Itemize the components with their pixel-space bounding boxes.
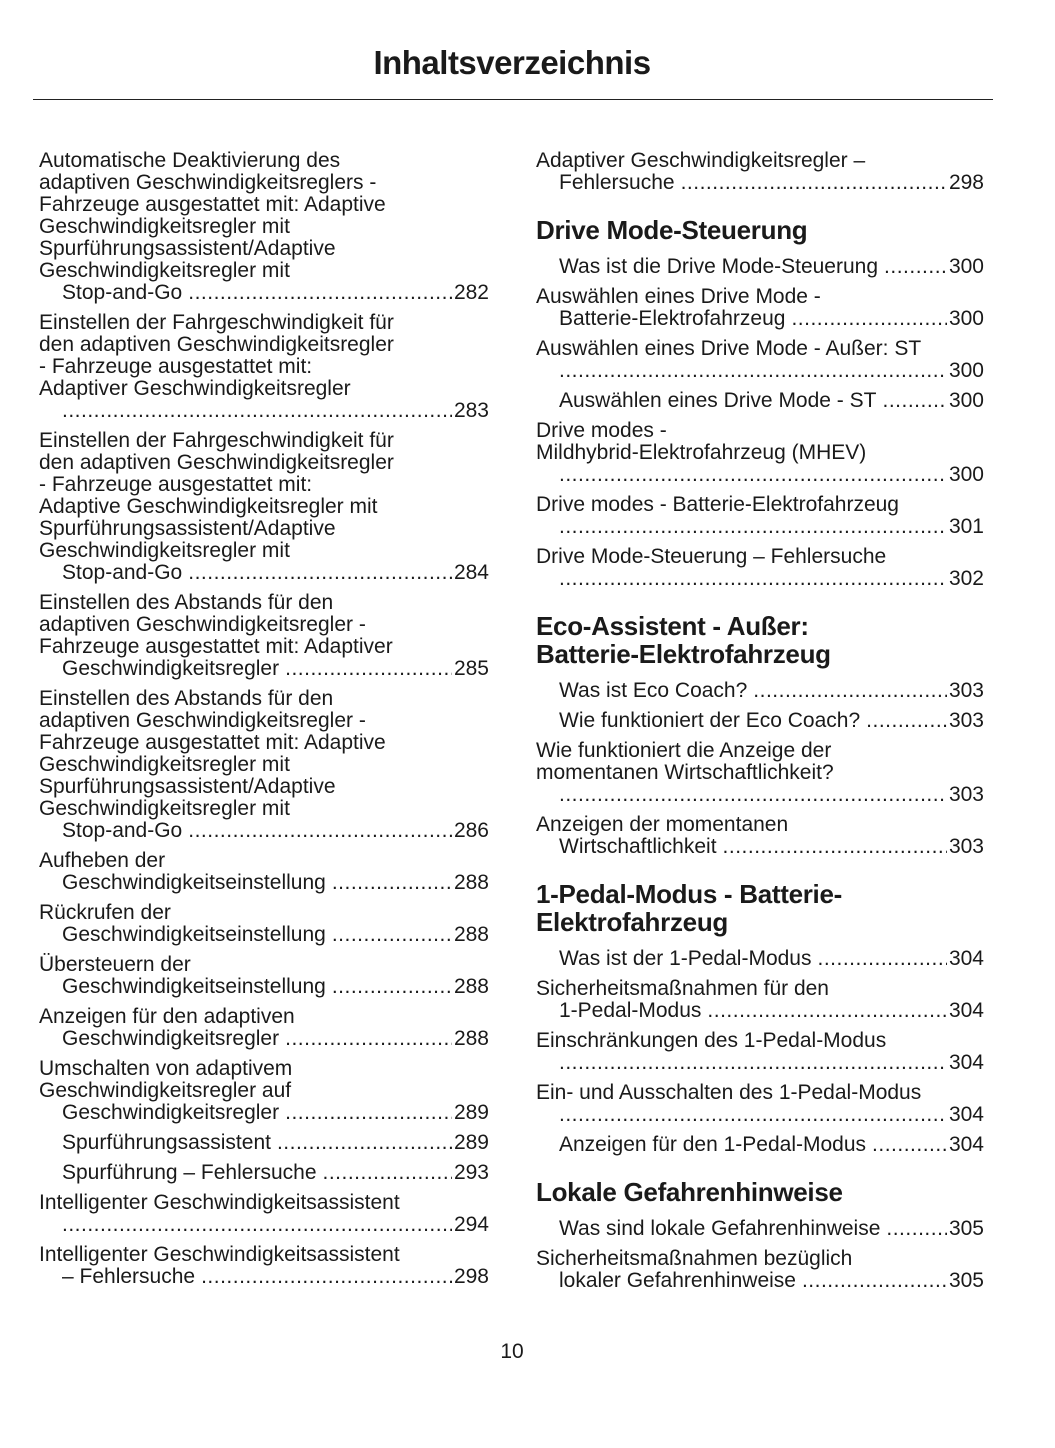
dot-leader bbox=[723, 836, 947, 858]
toc-entry-text: Einstellen der Fahrgeschwindigkeit für bbox=[39, 429, 394, 452]
toc-entry-text: den adaptiven Geschwindigkeitsregler bbox=[39, 451, 394, 474]
section-heading-line: Elektrofahrzeug bbox=[536, 907, 728, 937]
toc-entry-text: Übersteuern der bbox=[39, 953, 191, 976]
toc-entry-last-line bbox=[559, 1218, 984, 1240]
dot-leader bbox=[707, 1000, 947, 1022]
toc-entry-text: Umschalten von adaptivem bbox=[39, 1057, 293, 1080]
dot-leader bbox=[188, 820, 452, 842]
toc-entry-page-line bbox=[559, 1052, 984, 1074]
toc-entry[interactable] bbox=[39, 1162, 489, 1184]
toc-entry-text: Auswählen eines Drive Mode - Außer: ST bbox=[536, 337, 922, 360]
toc-entry-text: momentanen Wirtschaftlichkeit? bbox=[536, 761, 834, 784]
toc-page-number: 289 bbox=[453, 1131, 489, 1154]
toc-entry[interactable] bbox=[536, 1030, 984, 1074]
toc-entry[interactable] bbox=[39, 954, 489, 998]
toc-page-number: 294 bbox=[453, 1213, 489, 1236]
dot-leader bbox=[681, 172, 947, 194]
dot-leader bbox=[817, 948, 946, 970]
toc-left-column bbox=[39, 150, 489, 1296]
toc-entry-text: Wie funktioniert die Anzeige der bbox=[536, 739, 832, 762]
toc-entry-last-line bbox=[62, 1028, 489, 1050]
toc-entry-text: Einschränkungen des 1-Pedal-Modus bbox=[536, 1029, 887, 1052]
dot-leader bbox=[559, 464, 947, 486]
dot-leader bbox=[201, 1266, 452, 1288]
toc-page-number: 300 bbox=[948, 255, 984, 278]
toc-entry[interactable] bbox=[39, 1058, 489, 1124]
toc-entry-text: Sicherheitsmaßnahmen für den bbox=[536, 977, 829, 1000]
toc-page-number: 302 bbox=[948, 567, 984, 590]
section-heading-line: Drive Mode-Steuerung bbox=[536, 215, 808, 245]
toc-page-number: 303 bbox=[948, 679, 984, 702]
toc-entry[interactable] bbox=[39, 150, 489, 304]
toc-entry[interactable] bbox=[536, 494, 984, 538]
toc-entry[interactable] bbox=[536, 338, 984, 382]
toc-entry-text: Fehlersuche bbox=[559, 171, 675, 194]
toc-entry-text: Spurführungsassistent/Adaptive bbox=[39, 237, 336, 260]
toc-entry-text: Adaptiver Geschwindigkeitsregler bbox=[39, 377, 351, 400]
dot-leader bbox=[277, 1132, 452, 1154]
toc-page-number: 300 bbox=[948, 307, 984, 330]
toc-page-number: 288 bbox=[453, 1027, 489, 1050]
toc-entry[interactable] bbox=[536, 948, 984, 970]
toc-entry[interactable] bbox=[39, 592, 489, 680]
toc-entry-text: Einstellen des Abstands für den bbox=[39, 687, 334, 710]
toc-entry-page-line bbox=[559, 464, 984, 486]
toc-entry-last-line bbox=[559, 308, 984, 330]
dot-leader bbox=[559, 516, 947, 538]
toc-entry-text: lokaler Gefahrenhinweise bbox=[559, 1269, 796, 1292]
section-heading-line: Lokale Gefahrenhinweise bbox=[536, 1177, 843, 1207]
toc-entry-last-line bbox=[62, 658, 489, 680]
toc-entry-text: Geschwindigkeitsregler mit bbox=[39, 259, 290, 282]
toc-entry-text: Wirtschaftlichkeit bbox=[559, 835, 717, 858]
toc-page-number: 304 bbox=[948, 1051, 984, 1074]
toc-entry-page-line bbox=[559, 1104, 984, 1126]
toc-entry-text: Mildhybrid-Elektrofahrzeug (MHEV) bbox=[536, 441, 867, 464]
dot-leader bbox=[753, 680, 947, 702]
toc-entry-last-line bbox=[62, 1162, 489, 1184]
toc-page-number: 301 bbox=[948, 515, 984, 538]
toc-entry[interactable] bbox=[536, 1082, 984, 1126]
section-heading bbox=[536, 1178, 984, 1206]
toc-page-number: 283 bbox=[453, 399, 489, 422]
toc-page-number: 282 bbox=[453, 281, 489, 304]
toc-page-number: 298 bbox=[948, 171, 984, 194]
toc-entry-last-line bbox=[559, 390, 984, 412]
toc-entry-text: – Fehlersuche bbox=[62, 1265, 196, 1288]
toc-entry-text: Was ist Eco Coach? bbox=[559, 679, 748, 702]
toc-entry-text: Spurführung – Fehlersuche bbox=[62, 1161, 317, 1184]
toc-entry-last-line bbox=[559, 948, 984, 970]
dot-leader bbox=[285, 658, 452, 680]
toc-entry-text: Auswählen eines Drive Mode - bbox=[536, 285, 821, 308]
toc-entry-last-line bbox=[62, 282, 489, 304]
toc-entry-text: Auswählen eines Drive Mode - ST bbox=[559, 389, 877, 412]
toc-page-number: 289 bbox=[453, 1101, 489, 1124]
toc-page-number: 288 bbox=[453, 871, 489, 894]
toc-page-number: 293 bbox=[453, 1161, 489, 1184]
toc-page-number: 303 bbox=[948, 783, 984, 806]
toc-page-number: 300 bbox=[948, 463, 984, 486]
toc-entry-page-line bbox=[559, 784, 984, 806]
toc-entry-text: Drive modes - bbox=[536, 419, 667, 442]
toc-page-number: 298 bbox=[453, 1265, 489, 1288]
toc-entry-text: Geschwindigkeitsregler mit bbox=[39, 539, 290, 562]
toc-page-number: 284 bbox=[453, 561, 489, 584]
toc-entry[interactable] bbox=[39, 1244, 489, 1288]
dot-leader bbox=[559, 1052, 947, 1074]
toc-entry-text: Geschwindigkeitseinstellung bbox=[62, 923, 326, 946]
toc-entry-text: Spurführungsassistent/Adaptive bbox=[39, 517, 336, 540]
toc-entry-text: den adaptiven Geschwindigkeitsregler bbox=[39, 333, 394, 356]
section-heading bbox=[536, 880, 984, 936]
toc-entry-text: Geschwindigkeitsregler bbox=[62, 657, 280, 680]
toc-entry[interactable] bbox=[39, 1192, 489, 1236]
toc-entry-text: Geschwindigkeitseinstellung bbox=[62, 871, 326, 894]
dot-leader bbox=[882, 390, 946, 412]
toc-entry-text: Geschwindigkeitsregler bbox=[62, 1101, 280, 1124]
toc-entry-text: Einstellen des Abstands für den bbox=[39, 591, 334, 614]
toc-entry-last-line bbox=[559, 172, 984, 194]
dot-leader bbox=[332, 976, 452, 998]
toc-entry[interactable] bbox=[536, 1248, 984, 1292]
toc-entry[interactable] bbox=[39, 312, 489, 422]
toc-entry-text: Geschwindigkeitsregler mit bbox=[39, 753, 290, 776]
toc-entry-text: adaptiven Geschwindigkeitsregler - bbox=[39, 709, 366, 732]
toc-entry-text: Was ist die Drive Mode-Steuerung bbox=[559, 255, 879, 278]
toc-entry-last-line bbox=[62, 872, 489, 894]
dot-leader bbox=[188, 282, 452, 304]
section-heading bbox=[536, 612, 984, 668]
toc-entry-text: Batterie-Elektrofahrzeug bbox=[559, 307, 786, 330]
dot-leader bbox=[559, 360, 947, 382]
toc-entry-last-line bbox=[62, 1266, 489, 1288]
toc-entry-text: adaptiven Geschwindigkeitsregler - bbox=[39, 613, 366, 636]
toc-entry-text: Stop-and-Go bbox=[62, 819, 183, 842]
dot-leader bbox=[559, 1104, 947, 1126]
toc-entry-last-line bbox=[559, 1134, 984, 1156]
toc-entry-page-line bbox=[559, 360, 984, 382]
toc-entry-text: Geschwindigkeitsregler mit bbox=[39, 797, 290, 820]
toc-entry[interactable] bbox=[39, 902, 489, 946]
toc-entry-text: Fahrzeuge ausgestattet mit: Adaptive bbox=[39, 193, 386, 216]
toc-page-number: 285 bbox=[453, 657, 489, 680]
toc-entry[interactable] bbox=[39, 850, 489, 894]
dot-leader bbox=[62, 400, 452, 422]
section-heading bbox=[536, 216, 984, 244]
toc-entry[interactable] bbox=[536, 286, 984, 330]
toc-entry[interactable] bbox=[536, 978, 984, 1022]
toc-entry[interactable] bbox=[536, 420, 984, 486]
dot-leader bbox=[285, 1102, 452, 1124]
dot-leader bbox=[872, 1134, 947, 1156]
dot-leader bbox=[332, 924, 452, 946]
toc-entry-text: Ein- und Ausschalten des 1-Pedal-Modus bbox=[536, 1081, 922, 1104]
toc-entry-last-line bbox=[559, 836, 984, 858]
toc-page-number: 304 bbox=[948, 1133, 984, 1156]
toc-entry-text: Fahrzeuge ausgestattet mit: Adaptiver bbox=[39, 635, 393, 658]
toc-entry-last-line bbox=[559, 1270, 984, 1292]
toc-entry-text: Anzeigen für den adaptiven bbox=[39, 1005, 295, 1028]
toc-entry-text: Drive Mode-Steuerung – Fehlersuche bbox=[536, 545, 887, 568]
toc-entry[interactable] bbox=[39, 1132, 489, 1154]
toc-entry-text: Intelligenter Geschwindigkeitsassistent bbox=[39, 1191, 400, 1214]
toc-entry[interactable] bbox=[536, 256, 984, 278]
toc-entry-text: Geschwindigkeitsregler bbox=[62, 1027, 280, 1050]
section-heading-line: 1-Pedal-Modus - Batterie- bbox=[536, 879, 842, 909]
toc-entry-text: Was ist der 1-Pedal-Modus bbox=[559, 947, 812, 970]
toc-entry-text: Stop-and-Go bbox=[62, 281, 183, 304]
toc-entry-last-line bbox=[62, 562, 489, 584]
toc-page-number: 305 bbox=[948, 1217, 984, 1240]
toc-entry[interactable] bbox=[536, 814, 984, 858]
toc-entry[interactable] bbox=[536, 150, 984, 194]
toc-entry-page-line bbox=[62, 1214, 489, 1236]
dot-leader bbox=[62, 1214, 452, 1236]
toc-entry-last-line bbox=[62, 924, 489, 946]
toc-entry-last-line bbox=[62, 820, 489, 842]
toc-entry[interactable] bbox=[39, 1006, 489, 1050]
dot-leader bbox=[323, 1162, 452, 1184]
toc-entry-last-line bbox=[559, 710, 984, 732]
toc-entry-text: Was sind lokale Gefahrenhinweise bbox=[559, 1217, 881, 1240]
toc-entry-text: Geschwindigkeitsregler mit bbox=[39, 215, 290, 238]
toc-entry-text: Wie funktioniert der Eco Coach? bbox=[559, 709, 861, 732]
toc-entry-text: Stop-and-Go bbox=[62, 561, 183, 584]
toc-page-number: 300 bbox=[948, 389, 984, 412]
toc-entry-text: Automatische Deaktivierung des bbox=[39, 149, 341, 172]
toc-page-number: 303 bbox=[948, 709, 984, 732]
toc-entry[interactable] bbox=[536, 710, 984, 732]
toc-page-number: 304 bbox=[948, 947, 984, 970]
dot-leader bbox=[559, 784, 947, 806]
toc-entry-text: Spurführungsassistent/Adaptive bbox=[39, 775, 336, 798]
dot-leader bbox=[886, 1218, 947, 1240]
section-heading-line: Batterie-Elektrofahrzeug bbox=[536, 639, 831, 669]
toc-entry[interactable] bbox=[536, 680, 984, 702]
title-divider bbox=[33, 99, 993, 100]
toc-entry-page-line bbox=[62, 400, 489, 422]
page-title: Inhaltsverzeichnis bbox=[373, 44, 651, 81]
toc-page-number: 288 bbox=[453, 975, 489, 998]
toc-entry[interactable] bbox=[536, 1218, 984, 1240]
toc-entry-page-line bbox=[559, 516, 984, 538]
toc-entry-text: Adaptive Geschwindigkeitsregler mit bbox=[39, 495, 378, 518]
toc-entry-text: Anzeigen für den 1-Pedal-Modus bbox=[559, 1133, 867, 1156]
toc-entry-text: Adaptiver Geschwindigkeitsregler – bbox=[536, 149, 866, 172]
toc-entry[interactable] bbox=[536, 740, 984, 806]
toc-page-number: 303 bbox=[948, 835, 984, 858]
toc-entry-last-line bbox=[559, 1000, 984, 1022]
toc-entry-last-line bbox=[62, 976, 489, 998]
toc-entry-text: Drive modes - Batterie-Elektrofahrzeug bbox=[536, 493, 899, 516]
toc-entry-text: Fahrzeuge ausgestattet mit: Adaptive bbox=[39, 731, 386, 754]
dot-leader bbox=[884, 256, 947, 278]
dot-leader bbox=[791, 308, 947, 330]
toc-entry-text: Spurführungsassistent bbox=[62, 1131, 271, 1154]
dot-leader bbox=[866, 710, 947, 732]
toc-entry[interactable] bbox=[536, 1134, 984, 1156]
toc-page-number: 286 bbox=[453, 819, 489, 842]
toc-entry-text: Intelligenter Geschwindigkeitsassistent bbox=[39, 1243, 400, 1266]
toc-entry-text: 1-Pedal-Modus bbox=[559, 999, 702, 1022]
toc-entry-last-line bbox=[559, 680, 984, 702]
toc-entry-text: Rückrufen der bbox=[39, 901, 171, 924]
toc-entry[interactable] bbox=[536, 390, 984, 412]
toc-entry-text: adaptiven Geschwindigkeitsreglers - bbox=[39, 171, 377, 194]
toc-right-column bbox=[536, 150, 984, 1300]
toc-entry-text: Geschwindigkeitsregler auf bbox=[39, 1079, 292, 1102]
dot-leader bbox=[285, 1028, 452, 1050]
toc-entry-text: Anzeigen der momentanen bbox=[536, 813, 789, 836]
toc-entry-page-line bbox=[559, 568, 984, 590]
toc-entry-text: Sicherheitsmaßnahmen bezüglich bbox=[536, 1247, 853, 1270]
toc-entry-text: Geschwindigkeitseinstellung bbox=[62, 975, 326, 998]
toc-page-number: 304 bbox=[948, 1103, 984, 1126]
toc-entry-text: - Fahrzeuge ausgestattet mit: bbox=[39, 473, 313, 496]
toc-entry-last-line bbox=[62, 1132, 489, 1154]
toc-entry[interactable] bbox=[536, 546, 984, 590]
toc-entry-text: Aufheben der bbox=[39, 849, 166, 872]
toc-entry[interactable] bbox=[39, 688, 489, 842]
toc-page-number: 305 bbox=[948, 1269, 984, 1292]
toc-entry-text: Einstellen der Fahrgeschwindigkeit für bbox=[39, 311, 394, 334]
toc-page-number: 300 bbox=[948, 359, 984, 382]
page-number: 10 bbox=[500, 1340, 524, 1363]
dot-leader bbox=[332, 872, 452, 894]
dot-leader bbox=[188, 562, 452, 584]
dot-leader bbox=[559, 568, 947, 590]
toc-entry-last-line bbox=[62, 1102, 489, 1124]
toc-page-number: 288 bbox=[453, 923, 489, 946]
toc-entry-text: - Fahrzeuge ausgestattet mit: bbox=[39, 355, 313, 378]
toc-page-number: 304 bbox=[948, 999, 984, 1022]
toc-entry-last-line bbox=[559, 256, 984, 278]
section-heading-line: Eco-Assistent - Außer: bbox=[536, 611, 809, 641]
toc-entry[interactable] bbox=[39, 430, 489, 584]
dot-leader bbox=[802, 1270, 947, 1292]
